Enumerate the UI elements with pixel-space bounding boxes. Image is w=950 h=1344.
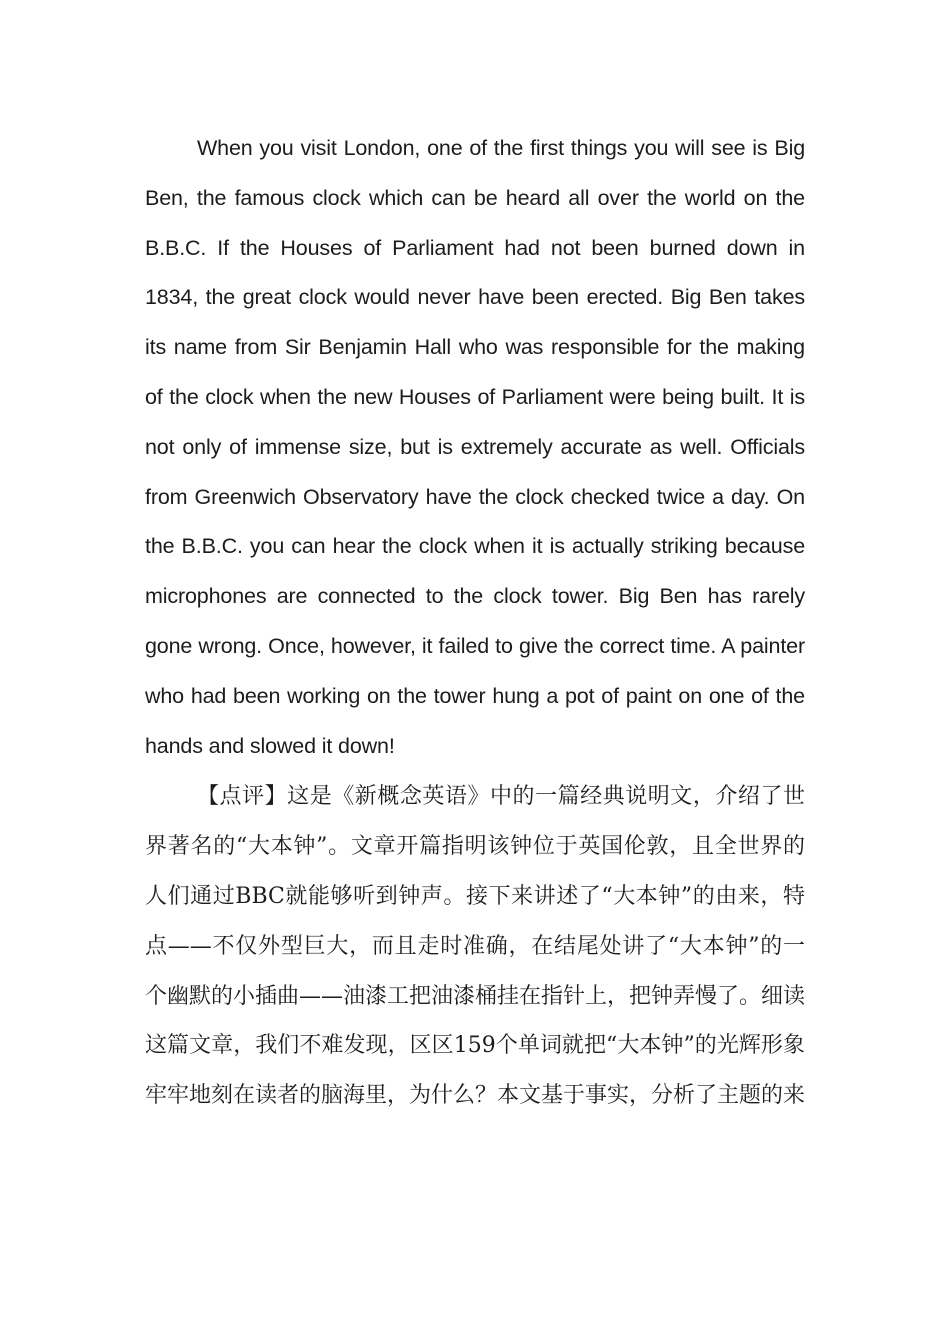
document-body xyxy=(145,124,805,1121)
english-passage-paragraph: When you visit London, one of the first things you will see is Big Ben, the famous clock which can be heard all over the world on the B.B.C. If the Houses of Parliament had not been burned down in 1834, the great clock would never have been erected. Big Ben takes its name from Sir Benjamin Hall who was responsible for the making of the clock when the new Houses of Parliament were being built. It is not only of immense size, but is extremely accurate as well. Officials from Greenwich Observatory have the clock checked twice a day. On the B.B.C. you can hear the clock when it is actually striking because microphones are connected to the clock tower. Big Ben has rarely gone wrong. Once, however, it failed to give the correct time. A painter who had been working on the tower hung a pot of paint on one of the hands and slowed it down! xyxy=(145,136,805,758)
commentary-paragraph: 【点评】这是《新概念英语》中的一篇经典说明文，介绍了世界著名的“大本钟”。文章开篇指明该钟位于英国伦敦，且全世界的人们通过BBC就能够听到钟声。接下来讲述了“大本钟”的由来，特点——不仅外型巨大，而且走时准确，在结尾处讲了“大本钟”的一个幽默的小插曲——油漆工把油漆桶挂在指针上，把钟弄慢了。细读这篇文章，我们不难发现，区区159个单词就把“大本钟”的光辉形象牢牢地刻在读者的脑海里，为什么？本文基于事实，分析了主题的来 xyxy=(145,784,806,1109)
